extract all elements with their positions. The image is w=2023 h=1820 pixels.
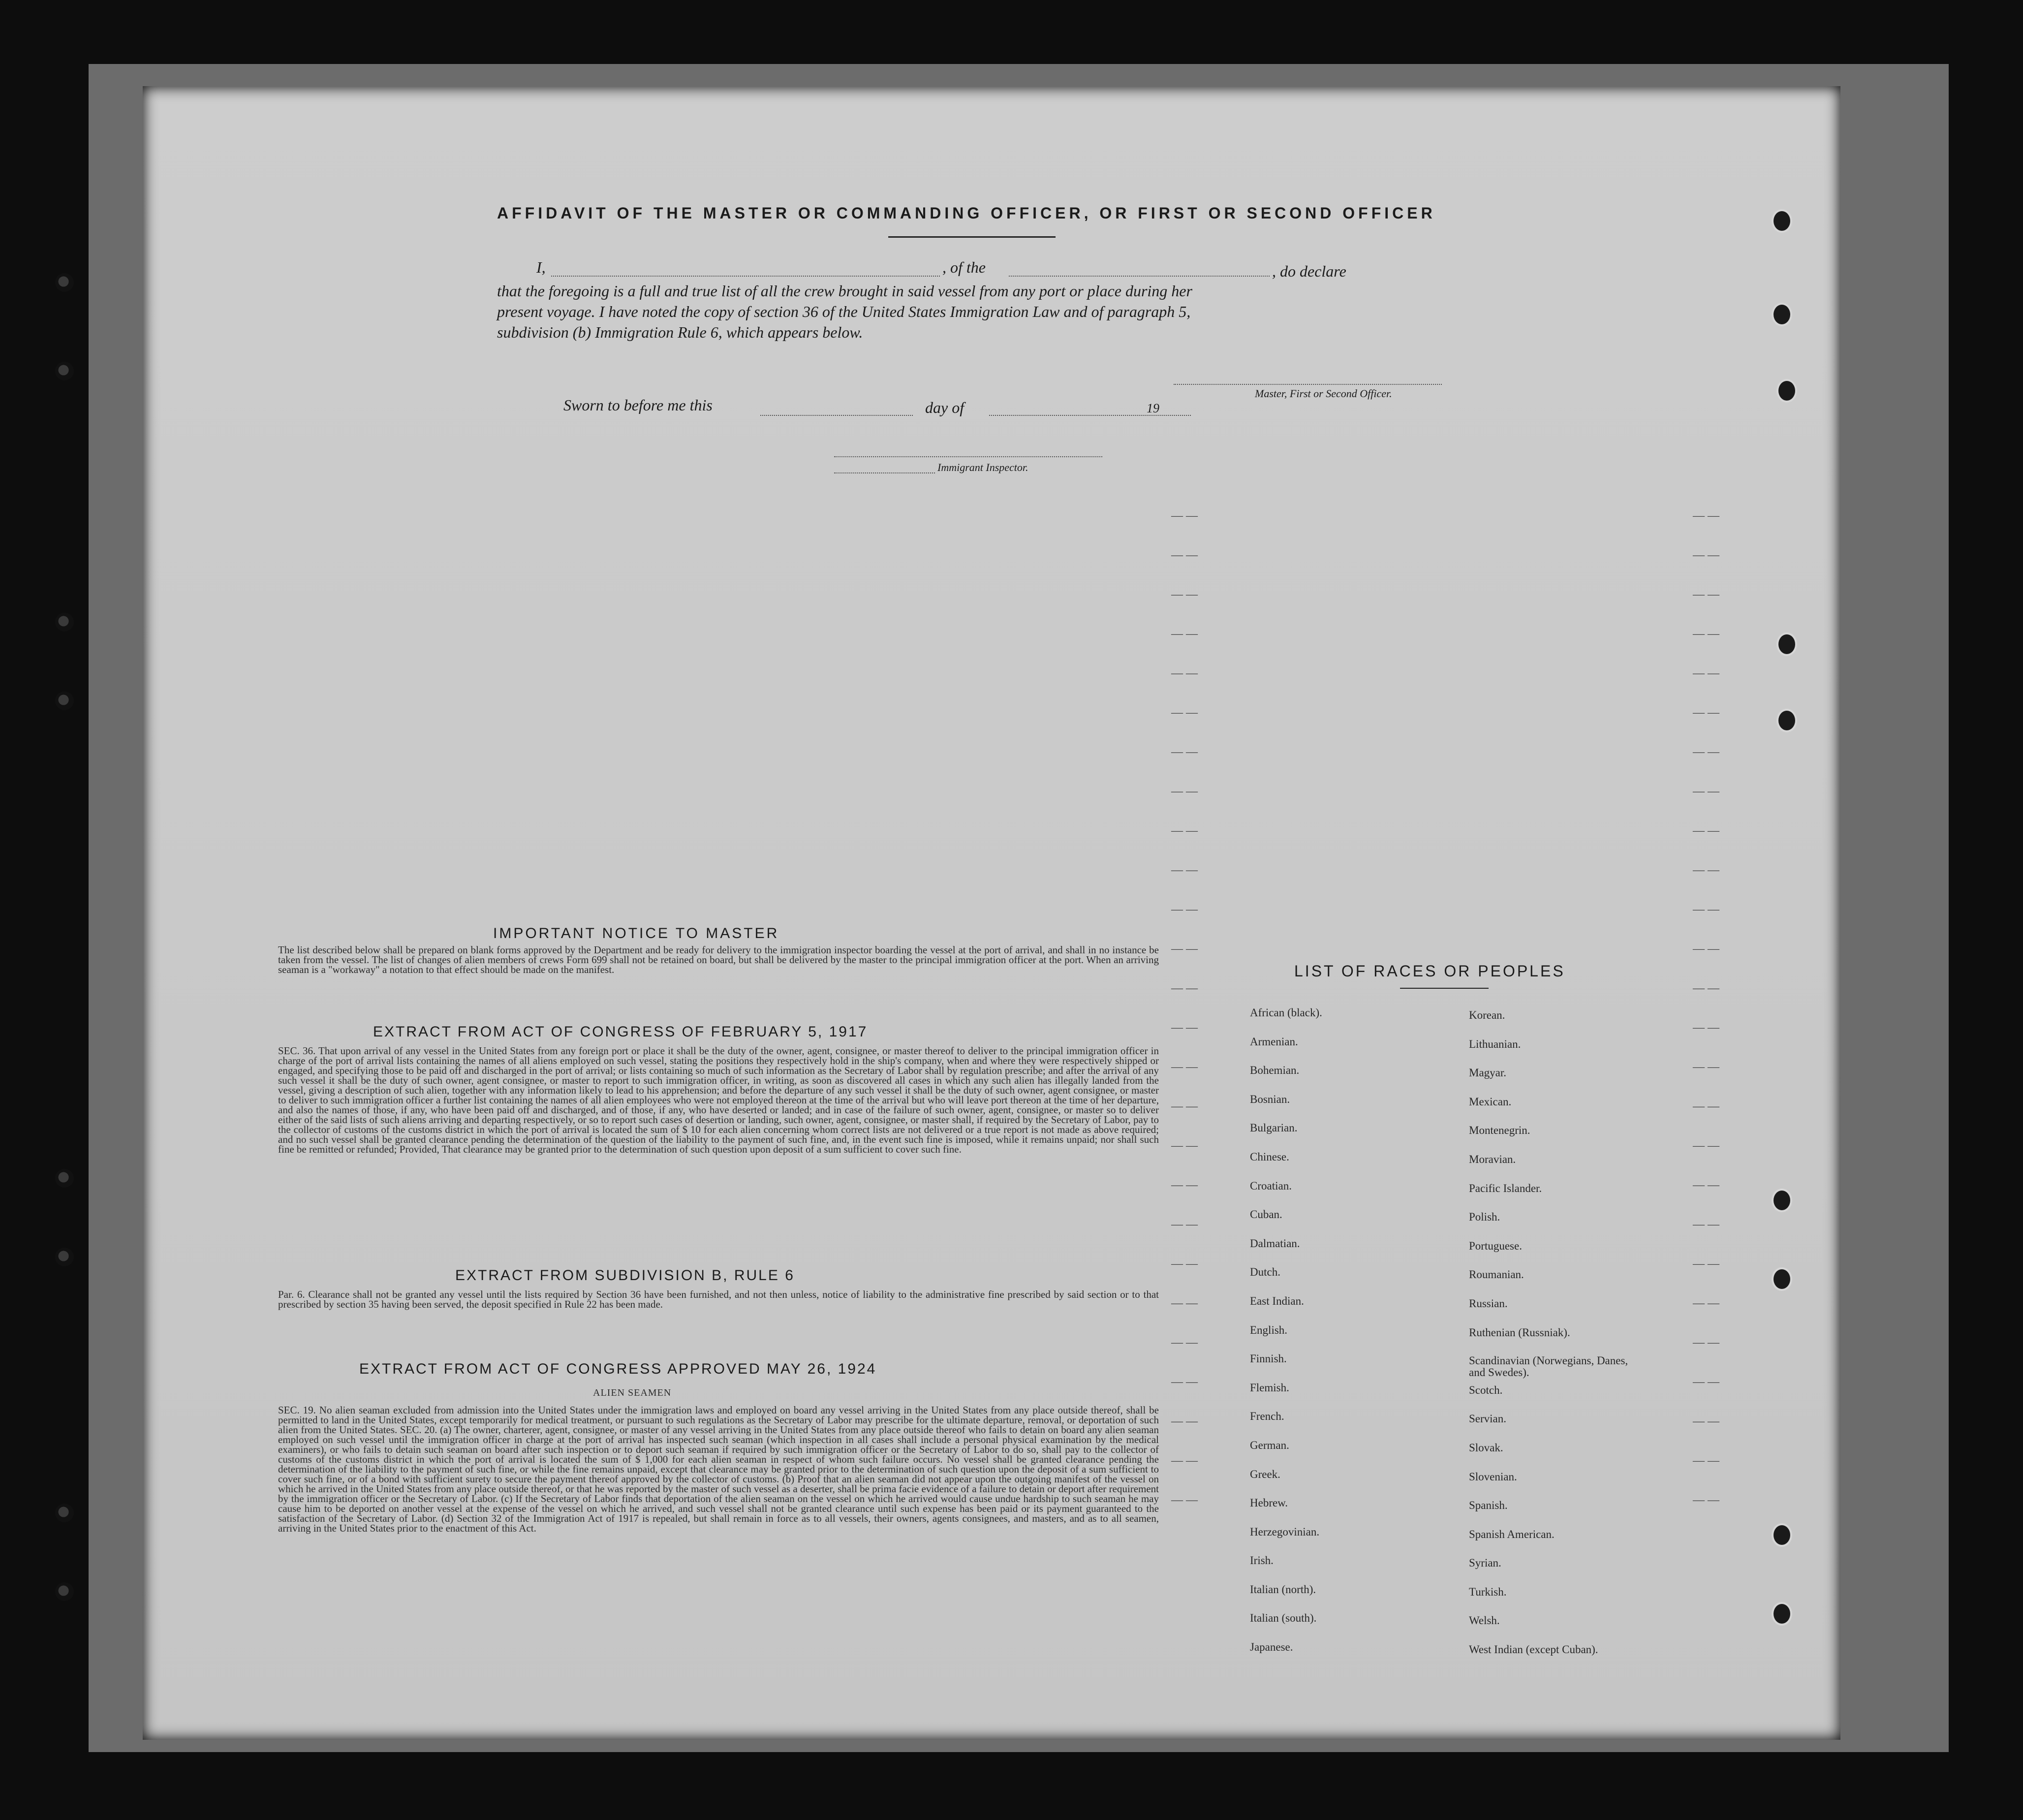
dash-mark: — —	[1171, 942, 1198, 955]
punch-hole-icon	[1772, 1267, 1792, 1291]
dash-mark: — —	[1171, 1376, 1198, 1388]
punch-hole-icon	[1772, 1523, 1792, 1547]
race-item: Bulgarian.	[1250, 1122, 1298, 1134]
race-item: Armenian.	[1250, 1035, 1298, 1048]
race-item: Montenegrin.	[1469, 1124, 1530, 1137]
dash-mark: — —	[1171, 588, 1198, 601]
dash-mark: — —	[1693, 1494, 1719, 1506]
dash-mark: — —	[1171, 982, 1198, 995]
dash-mark: — —	[1693, 1336, 1719, 1349]
dash-mark: — —	[1171, 903, 1198, 916]
vessel-blank-line	[1009, 276, 1270, 277]
race-item: Servian.	[1469, 1412, 1507, 1425]
dash-mark: — —	[1171, 1454, 1198, 1467]
binder-ring-icon	[55, 613, 74, 631]
race-item: English.	[1250, 1323, 1288, 1336]
notice-body: The list described below shall be prepared on blank forms approved by the Department and be ready for delivery to the immigration inspector boarding the vessel at the port of arrival, and shall in no instance be taken from the vessel. The list of changes of alien members of crews Form 699 shall not be retained on board, but shall be delivered by the master to the principal immigration officer at the port. When an arriving seaman is a "workaway" a notation to that effect should be made on the manifest.	[278, 944, 1159, 975]
race-item: Mexican.	[1469, 1095, 1512, 1108]
affidavit-of-the: , of the	[942, 258, 986, 276]
name-blank-line	[551, 276, 940, 277]
affidavit-line-4: subdivision (b) Immigration Rule 6, which appears below.	[497, 323, 863, 341]
dash-mark: — —	[1171, 1100, 1198, 1113]
inspector-caption-line	[834, 472, 935, 473]
dash-mark: — —	[1171, 1139, 1198, 1152]
race-item: Croatian.	[1250, 1179, 1292, 1192]
race-item: German.	[1250, 1439, 1289, 1451]
document-page	[143, 86, 1840, 1740]
punch-hole-icon	[1772, 1602, 1792, 1626]
inspector-caption: Immigrant Inspector.	[937, 461, 1028, 473]
sworn-text: Sworn to before me this	[563, 396, 713, 414]
binder-ring-icon	[55, 273, 74, 292]
race-item: West Indian (except Cuban).	[1469, 1643, 1598, 1656]
race-item: Finnish.	[1250, 1352, 1287, 1365]
dash-mark: — —	[1693, 1100, 1719, 1113]
dash-mark: — —	[1693, 628, 1719, 640]
race-item: Moravian.	[1469, 1153, 1516, 1165]
dash-mark: — —	[1693, 1218, 1719, 1231]
year-prefix: 19	[1147, 401, 1159, 415]
races-heading: LIST OF RACES OR PEOPLES	[1294, 962, 1565, 980]
dash-mark: — —	[1693, 824, 1719, 837]
binder-ring-icon	[55, 1582, 74, 1601]
extract-1924-heading: EXTRACT FROM ACT OF CONGRESS APPROVED MAY 26, 1924	[359, 1361, 877, 1377]
binder-ring-icon	[55, 362, 74, 380]
race-item: Welsh.	[1469, 1614, 1500, 1627]
extract-rule6-body: Par. 6. Clearance shall not be granted any vessel until the lists required by Section 36 have been furnished, and not then unless, notice of liability to the administrative fine prescribed by said section or to that prescribed by section 35 having been served, the deposit specified in Rule 22 has been made.	[278, 1288, 1159, 1310]
race-item: East Indian.	[1250, 1294, 1304, 1307]
dash-mark: — —	[1693, 509, 1719, 522]
dash-mark: — —	[1693, 1257, 1719, 1270]
race-item: Portuguese.	[1469, 1239, 1522, 1252]
dash-mark: — —	[1693, 1297, 1719, 1310]
dash-mark: — —	[1693, 1021, 1719, 1034]
race-item: Slovak.	[1469, 1441, 1503, 1454]
extract-rule6-heading: EXTRACT FROM SUBDIVISION B, RULE 6	[455, 1267, 795, 1284]
dash-mark: — —	[1171, 1021, 1198, 1034]
race-item: Russian.	[1469, 1297, 1508, 1310]
race-item: Greek.	[1250, 1468, 1280, 1480]
dash-mark: — —	[1693, 785, 1719, 798]
dash-mark: — —	[1171, 1297, 1198, 1310]
master-signature-caption: Master, First or Second Officer.	[1255, 387, 1392, 400]
affidavit-do-declare: , do declare	[1272, 262, 1346, 280]
race-item: Dutch.	[1250, 1266, 1280, 1279]
dash-mark: — —	[1171, 785, 1198, 798]
dash-mark: — —	[1171, 1257, 1198, 1270]
dash-mark: — —	[1693, 746, 1719, 758]
punch-hole-icon	[1772, 303, 1792, 326]
races-heading-rule	[1400, 988, 1489, 989]
dash-mark: — —	[1693, 982, 1719, 995]
races-left-column	[1250, 1006, 1322, 1670]
race-item: Turkish.	[1469, 1585, 1507, 1598]
race-item: Korean.	[1469, 1009, 1505, 1021]
notice-heading: IMPORTANT NOTICE TO MASTER	[493, 925, 779, 941]
dash-mark: — —	[1171, 509, 1198, 522]
dash-mark: — —	[1693, 549, 1719, 562]
punch-hole-icon	[1776, 632, 1797, 656]
race-item: Bohemian.	[1250, 1064, 1300, 1077]
binder-ring-icon	[55, 1504, 74, 1522]
extract-1924-subheading: ALIEN SEAMEN	[593, 1387, 672, 1398]
punch-hole-icon	[1776, 379, 1797, 403]
races-right-column	[1469, 1009, 1646, 1672]
race-item: Herzegovinian.	[1250, 1525, 1320, 1538]
race-item: Roumanian.	[1469, 1268, 1524, 1281]
race-item: Dalmatian.	[1250, 1237, 1300, 1250]
punch-hole-icon	[1772, 1189, 1792, 1212]
sworn-month-line	[989, 415, 1191, 416]
race-item: Magyar.	[1469, 1067, 1507, 1079]
race-item: Scotch.	[1469, 1383, 1503, 1396]
race-item: French.	[1250, 1410, 1284, 1423]
race-item: Slovenian.	[1469, 1470, 1517, 1483]
dash-mark: — —	[1693, 903, 1719, 916]
punch-hole-icon	[1776, 709, 1797, 732]
dash-mark: — —	[1171, 864, 1198, 877]
race-item: Scandinavian (Norwegians, Danes, and Swedes).	[1469, 1354, 1628, 1379]
dash-mark: — —	[1171, 1061, 1198, 1073]
race-item: Syrian.	[1469, 1557, 1501, 1569]
dash-mark: — —	[1171, 667, 1198, 680]
extract-1917-body: SEC. 36. That upon arrival of any vessel in the United States from any foreign port or place it shall be the duty of the owner, agent, consignee, or master thereof to deliver to the principal immigration officer in charge of the port of arrival lists containing the names of all aliens employed on such vessel, stating the positions they respectively hold in the ship's company, when and where they were respectively shipped or engaged, and specifying those to be paid off and discharged in the port of arrival; or lists containing so much of such information as the Secretary of Labor shall by regulation prescribe; and after the arrival of any such vessel it shall be the duty of such owner, agent consignee, or master to report to such immigration officer, in writing, as soon as discovered all cases in which any such alien has illegally landed from the vessel, giving a description of such alien, together with any information likely to lead to his apprehension; and before the departure of any such vessel it shall be the duty of such owner, agent consignee, or master to deliver to such immigration officer a further list containing the names of all alien employees who were not employed thereon at the time of the arrival but who will leave port thereon at the time of her departure, and also the names of those, if any, who have been paid off and discharged, and of those, if any, who have deserted or landed; and in case of the failure of such owner, agent, consignee, or master so to deliver either of the said lists of such aliens arriving and departing respectively, or so to report such cases of desertion or landing, such owner, agent, consignee, or master shall, if required by the Secretary of Labor, pay to the collector of customs of the customs district in which the port of arrival is located the sum of $ 10 for each alien concerning whom correct lists are not delivered or a true report is not made as above required; and no such vessel shall be granted clearance pending the determination of the question of the liability to the payment of such fine, and, in the event such fine is imposed, while it remains unpaid; nor shall such fine be remitted or refunded; Provided, That clearance may be granted prior to the determination of such question upon deposit of a sum sufficient to cover such fine.	[278, 1045, 1159, 1155]
race-item: Spanish American.	[1469, 1528, 1555, 1540]
dash-mark: — —	[1693, 942, 1719, 955]
dash-mark: — —	[1693, 1415, 1719, 1428]
punch-hole-icon	[1772, 209, 1792, 233]
dash-mark: — —	[1171, 549, 1198, 562]
dash-mark: — —	[1171, 1415, 1198, 1428]
binder-ring-icon	[55, 691, 74, 710]
dash-mark: — —	[1693, 1061, 1719, 1073]
race-item: Bosnian.	[1250, 1093, 1290, 1105]
race-item: Polish.	[1469, 1211, 1500, 1224]
day-of-text: day of	[925, 399, 965, 416]
race-item: Ruthenian (Russniak).	[1469, 1326, 1570, 1339]
sworn-day-line	[760, 415, 913, 416]
extract-1917-heading: EXTRACT FROM ACT OF CONGRESS OF FEBRUARY 5, 1917	[373, 1024, 868, 1040]
race-item: Japanese.	[1250, 1641, 1293, 1654]
affidavit-i: I,	[536, 258, 546, 276]
race-item: African (black).	[1250, 1006, 1322, 1019]
race-item: Irish.	[1250, 1554, 1274, 1567]
race-item: Italian (south).	[1250, 1612, 1317, 1625]
race-item: Flemish.	[1250, 1381, 1289, 1394]
heading-rule	[888, 236, 1056, 238]
master-signature-line	[1174, 384, 1442, 385]
dash-mark: — —	[1171, 628, 1198, 640]
dash-mark: — —	[1693, 706, 1719, 719]
binder-ring-icon	[55, 1169, 74, 1188]
dash-mark: — —	[1171, 824, 1198, 837]
race-item: Hebrew.	[1250, 1497, 1288, 1509]
affidavit-line-2: that the foregoing is a full and true list of all the crew brought in said vessel from any port or place during her	[497, 282, 1192, 300]
dash-mark: — —	[1693, 864, 1719, 877]
dash-mark: — —	[1171, 1494, 1198, 1506]
affidavit-line-3: present voyage. I have noted the copy of section 36 of the United States Immigration Law and of paragraph 5,	[497, 303, 1191, 320]
dash-mark: — —	[1171, 706, 1198, 719]
dash-mark: — —	[1693, 1179, 1719, 1192]
affidavit-heading: AFFIDAVIT OF THE MASTER OR COMMANDING OFFICER, OR FIRST OR SECOND OFFICER	[497, 204, 1436, 222]
dash-mark: — —	[1171, 1336, 1198, 1349]
race-item: Lithuanian.	[1469, 1037, 1521, 1050]
dash-mark: — —	[1171, 1179, 1198, 1192]
race-item: Spanish.	[1469, 1499, 1508, 1512]
extract-1924-body: SEC. 19. No alien seaman excluded from admission into the United States under the immigration laws and employed on board any vessel arriving in the United States from any place outside thereof, shall be permitted to land in the United States, except temporarily for medical treatment, or pursuant to such regulations as the Secretary of Labor may prescribe for the ultimate departure, removal, or deportation of such alien from the United States. SEC. 20. (a) The owner, charterer, agent, consignee, or master of any vessel arriving in the United States from any place outside thereof who fails to detain on board any alien seaman employed on such vessel until the immigration officer in charge at the port of arrival has inspected such seaman (which inspection in all cases shall include a personal physical examination by the medical examiners), or who fails to detain such seaman on board after such inspection or to deport such seaman if required by such immigration officer or the Secretary of Labor to do so, shall pay to the collector of customs of the customs district in which the port of arrival is located the sum of $ 1,000 for each alien seaman in respect of whom such failure occurs. No vessel shall be granted clearance pending the determination of the liability to the payment of such fine, or while the fine remains unpaid, except that clearance may be granted prior to the determination of such question upon the deposit of a sum sufficient to cover such fine, or of a bond with sufficient surety to secure the payment thereof approved by the collector of customs. (b) Proof that an alien seaman did not appear upon the outgoing manifest of the vessel on which he arrived in the United States from any place outside thereof, or that he was reported by the master of such vessel as a deserter, shall be prima facie evidence of a failure to detain or deport after requirement by the immigration officer or the Secretary of Labor. (c) If the Secretary of Labor finds that deportation of the alien seaman on the vessel on which he arrived would cause undue hardship to such seaman he may cause him to be deported on another vessel at the expense of the vessel on which he arrived, and such vessel shall not be granted clearance until such expense has been paid or its payment guaranteed to the satisfaction of the Secretary of Labor. (d) Section 32 of the Immigration Act of 1917 is repealed, but shall remain in force as to all vessels, their owners, agents consignees, and masters, and as to all seamen, arriving in the United States prior to the enactment of this Act.	[278, 1404, 1159, 1534]
dash-mark: — —	[1693, 588, 1719, 601]
race-item: Cuban.	[1250, 1208, 1282, 1221]
dash-mark: — —	[1171, 1218, 1198, 1231]
dash-mark: — —	[1693, 1454, 1719, 1467]
dash-mark: — —	[1693, 1376, 1719, 1388]
dash-mark: — —	[1693, 667, 1719, 680]
inspector-signature-line	[834, 456, 1102, 457]
dash-mark: — —	[1171, 746, 1198, 758]
race-item: Chinese.	[1250, 1150, 1289, 1163]
race-item: Pacific Islander.	[1469, 1182, 1542, 1194]
dash-mark: — —	[1693, 1139, 1719, 1152]
binder-ring-icon	[55, 1248, 74, 1266]
race-item: Italian (north).	[1250, 1583, 1316, 1596]
